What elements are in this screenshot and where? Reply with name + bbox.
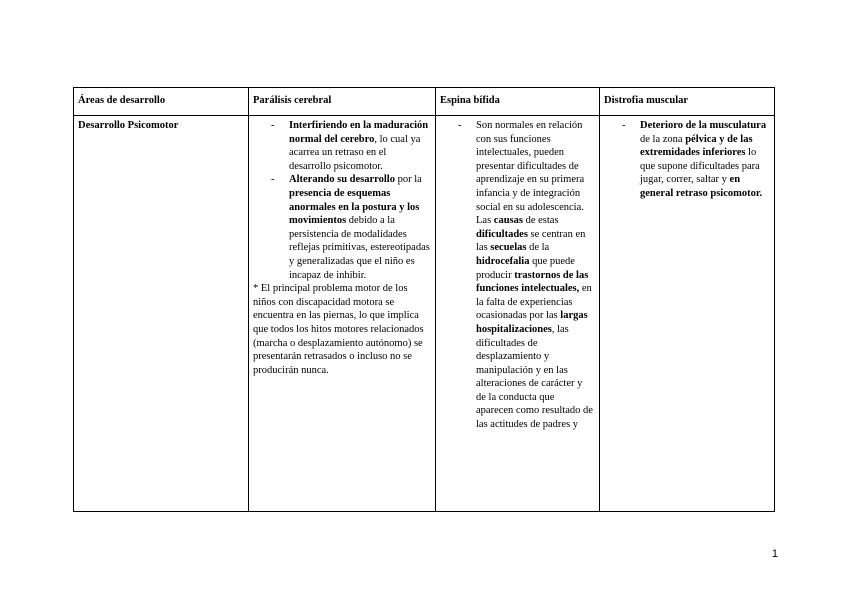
paralisis-item2-text1: por la [394,174,422,186]
table-header-row [74,88,775,116]
espina-text4: de la [526,242,550,254]
paralisis-note: * El principal problema motor de los niños con discapacidad motora se encuentra en las piernas, lo que implica que todos los hitos motores relacionados (marcha o desplazamiento autónomo) se presentarán retrasados o incluso no se producirán nunca. [253,283,424,376]
development-table [73,87,775,512]
espina-bold3: secuelas [490,242,527,254]
list-item [440,119,594,432]
espina-list [440,119,594,432]
table-row [74,116,775,512]
paralisis-item1-text: , lo cual ya acarrea un retraso en el desarrollo psicomotor. [289,133,421,172]
paralisis-item1-bold: Interfiriendo en la maduración normal del cerebro [289,120,429,145]
paralisis-list [253,119,430,282]
espina-text5: que puede producir [476,255,575,281]
espina-bold1: causas [493,215,523,227]
header-areas: Áreas de desarrollo [74,88,249,116]
espina-text6: en la falta de experiencias ocasionadas por las [476,283,592,322]
paralisis-item2-bold1: Alterando su desarrollo [289,174,395,186]
cell-distrofia [600,116,775,512]
page-number: 1 [771,548,778,560]
header-espina: Espina bífida [436,88,600,116]
cell-paralisis [249,116,436,512]
espina-text2: de estas [522,215,559,227]
header-paralisis: Parálisis cerebral [249,88,436,116]
distrofia-bold2: pélvica y de las extremidades inferiores [640,133,753,159]
espina-bold4: hidrocefalia [476,255,530,267]
paralisis-item2-bold2: presencia de esquemas anormales en la postura y los movimientos [289,187,420,227]
list-item [253,119,430,173]
distrofia-list [604,119,769,201]
paralisis-item2-text2: debido a la persistencia de modalidades reflejas primitivas, estereotipadas y generalizadas que el niño es incapaz de inhibir. [289,215,430,281]
distrofia-text1: de la zona [640,133,686,145]
row-label-psicomotor: Desarrollo Psicomotor [74,116,249,512]
list-item [604,119,769,201]
espina-bold5: trastornos de las funciones intelectuales, [476,269,589,295]
distrofia-text2: lo que supone dificultades para jugar, correr, saltar y [640,147,760,186]
espina-bold2: dificultades [476,228,528,240]
espina-text7: , las dificultades de desplazamiento y manipulación y en las alteraciones de carácter y de la conducta que aparecen como resultado de las actitudes de padres y [476,323,593,431]
list-item [253,173,430,282]
espina-text3: se centran en las [476,228,586,254]
espina-bold6: largas hospitalizaciones [476,310,588,335]
distrofia-bold1: Deterioro de la musculatura [640,120,767,131]
distrofia-bold3: en general retraso psicomotor. [640,174,763,199]
cell-espina [436,116,600,512]
header-distrofia: Distrofia muscular [600,88,775,116]
espina-text1: Son normales en relación con sus funciones intelectuales, pueden presentar dificultades de aprendizaje en su primera infancia y de integración social en su adolescencia. Las [476,120,585,227]
